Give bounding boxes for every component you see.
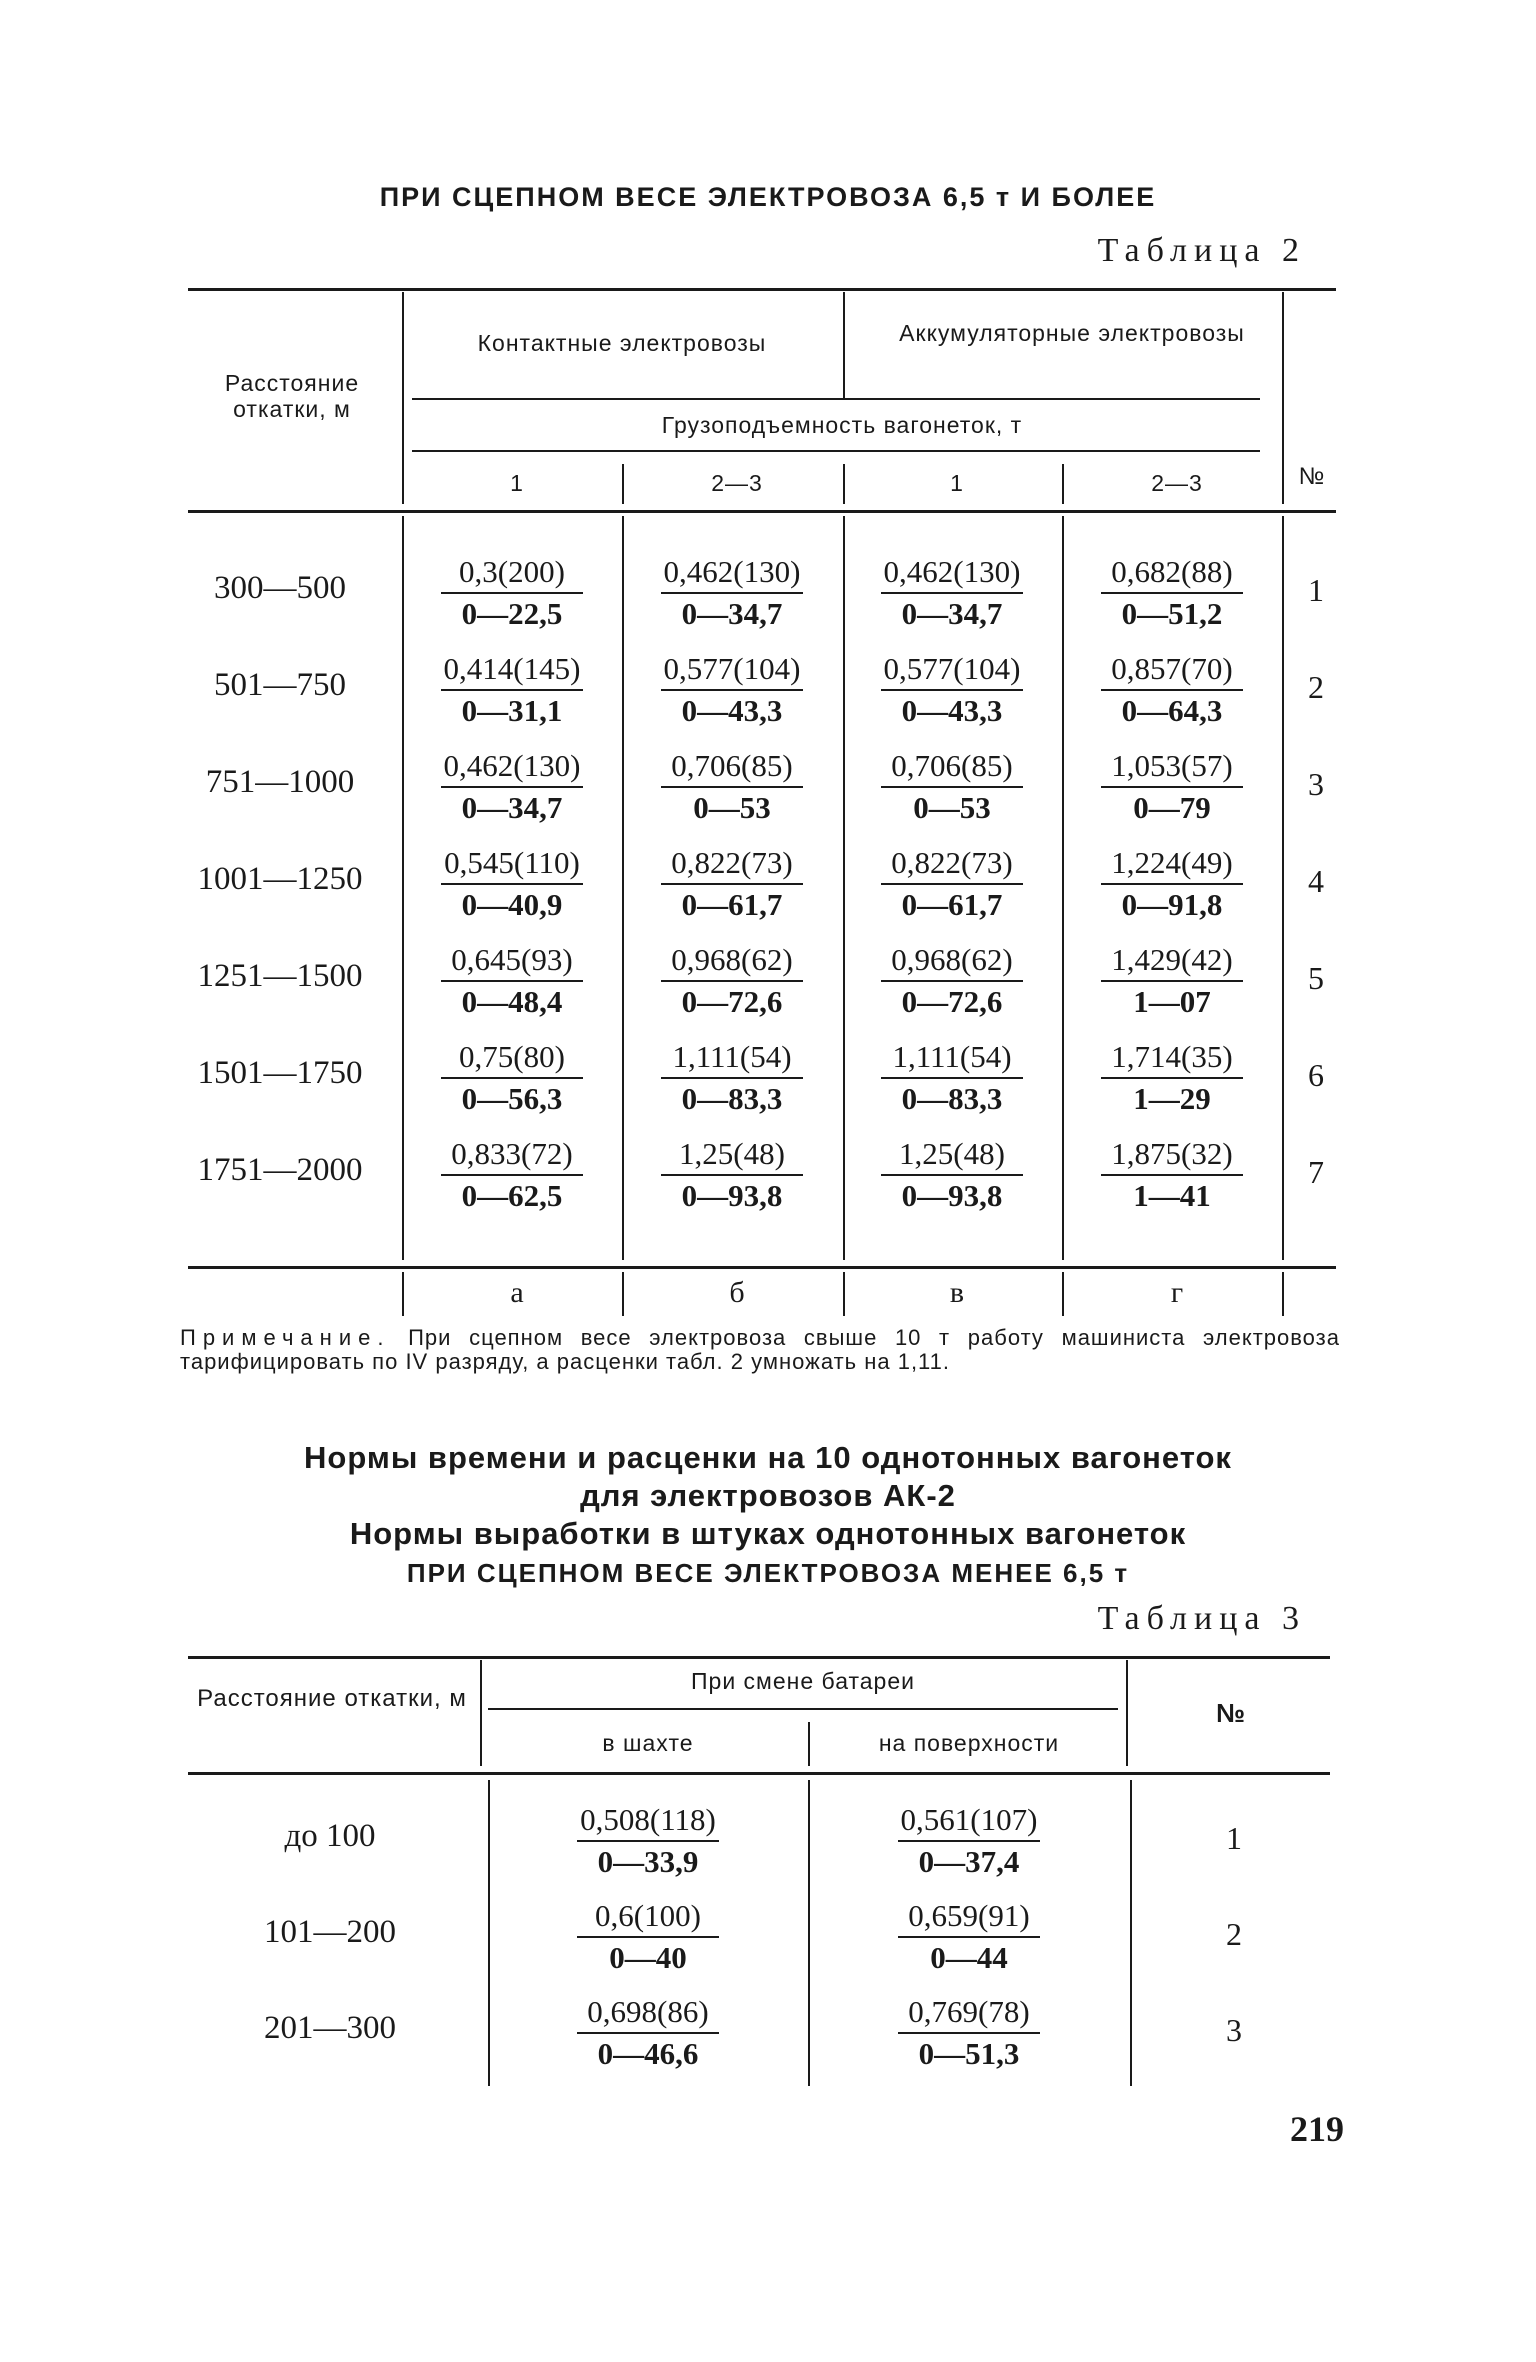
table3-top-rule [188, 1656, 1330, 1659]
rate-value: 0,682(88) [1111, 554, 1233, 589]
table2-rule [1062, 516, 1064, 1260]
rate-value: 0,822(73) [671, 845, 793, 880]
table2-note [180, 1326, 1340, 1374]
table2-rule [843, 464, 845, 504]
table2-cell [437, 940, 587, 1022]
table3-rule [488, 1780, 490, 2086]
time-value: 0—83,3 [881, 1077, 1023, 1119]
rate-value: 0,706(85) [671, 748, 793, 783]
rate-value: 1,25(48) [899, 1136, 1005, 1171]
table3-cell [573, 1992, 723, 2074]
table2-rule [1282, 292, 1284, 504]
time-value: 0—72,6 [661, 980, 803, 1022]
table2-bottom-rule [188, 1266, 1336, 1269]
table2-cell [657, 649, 807, 731]
time-value: 0—34,7 [441, 786, 583, 828]
rate-value: 1,111(54) [892, 1039, 1012, 1074]
time-value: 0—37,4 [898, 1840, 1040, 1882]
table3-row-number: 3 [1226, 2012, 1242, 2048]
rate-value: 1,053(57) [1111, 748, 1233, 783]
table2-rule [843, 1272, 845, 1316]
table2-footer-letter: в [949, 1276, 965, 1309]
table2-rule [402, 292, 404, 504]
time-value: 0—34,7 [881, 592, 1023, 634]
table3-rule [488, 1708, 1118, 1710]
rate-value: 0,698(86) [587, 1994, 709, 2029]
table2-row-number: 3 [1308, 766, 1324, 802]
time-value: 0—43,3 [661, 689, 803, 731]
rate-value: 0,462(130) [883, 554, 1021, 589]
table2-label: Таблица 2 [1097, 232, 1306, 269]
table2-header-rule [188, 510, 1336, 513]
time-value: 0—64,3 [1101, 689, 1243, 731]
table2-cell [1097, 746, 1247, 828]
heading2-line3: Нормы выработки в штуках однотонных вагонеток [349, 1516, 1187, 1551]
table2-cell [877, 940, 1027, 1022]
table2-cell [1097, 649, 1247, 731]
time-value: 0—43,3 [881, 689, 1023, 731]
table2-row-number: 5 [1308, 960, 1324, 996]
heading2-line1: Нормы времени и расценки на 10 однотонных вагонеток [304, 1440, 1232, 1475]
table3-cell [894, 1800, 1044, 1882]
table2-cell [877, 552, 1027, 634]
rate-value: 1,111(54) [672, 1039, 792, 1074]
time-value: 0—53 [881, 786, 1023, 828]
rate-value: 0,769(78) [908, 1994, 1030, 2029]
table2-col-distance: Расстояние откатки, м [224, 370, 360, 422]
table2-rule [412, 398, 1260, 400]
table2-row-distance: 1001—1250 [197, 861, 363, 897]
table3-rule [808, 1722, 810, 1766]
rate-value: 1,25(48) [679, 1136, 785, 1171]
time-value: 0—51,2 [1101, 592, 1243, 634]
rate-value: 0,968(62) [891, 942, 1013, 977]
rate-value: 1,429(42) [1111, 942, 1233, 977]
table2-cell [877, 1037, 1027, 1119]
table2-cell [657, 552, 807, 634]
table3-cell [894, 1992, 1044, 2074]
table3-label: Таблица 3 [1097, 1600, 1306, 1637]
table2-cell [877, 649, 1027, 731]
time-value: 0—61,7 [661, 883, 803, 925]
time-value: 0—93,8 [881, 1174, 1023, 1216]
table3-row-number: 1 [1226, 1820, 1242, 1856]
time-value: 1—41 [1101, 1174, 1243, 1216]
rate-value: 0,462(130) [443, 748, 581, 783]
time-value: 0—56,3 [441, 1077, 583, 1119]
table2-rule [402, 516, 404, 1260]
table2-footer-letter: б [729, 1276, 745, 1309]
table2-row-distance: 501—750 [214, 667, 346, 703]
note-text: При сцепном весе электровоза свыше 10 т работу машиниста электровоза тарифицировать по IV разряду, а расценки табл. 2 умножать на 1,11. [180, 1325, 1340, 1374]
rate-value: 1,224(49) [1111, 845, 1233, 880]
table2-cell [657, 843, 807, 925]
table2-cell [1097, 940, 1247, 1022]
time-value: 0—91,8 [1101, 883, 1243, 925]
table2-cell [877, 843, 1027, 925]
table2-col-number: № [1298, 463, 1326, 490]
table2-rule [412, 450, 1260, 452]
table3-cell [573, 1800, 723, 1882]
table2-row-number: 2 [1308, 669, 1324, 705]
rate-value: 1,875(32) [1111, 1136, 1233, 1171]
time-value: 1—07 [1101, 980, 1243, 1022]
table2-rule [402, 1272, 404, 1316]
rate-value: 0,6(100) [595, 1898, 701, 1933]
table3-row-distance: 201—300 [264, 2010, 396, 2046]
table3-rule [480, 1660, 482, 1766]
table2-row-distance: 1251—1500 [197, 958, 363, 994]
rate-value: 0,561(107) [900, 1802, 1038, 1837]
table2-rule [1282, 516, 1284, 1260]
time-value: 0—22,5 [441, 592, 583, 634]
time-value: 0—33,9 [577, 1840, 719, 1882]
table2-row-distance: 300—500 [214, 570, 346, 606]
table3-col-distance: Расстояние откатки, м [197, 1685, 467, 1712]
rate-value: 0,75(80) [459, 1039, 565, 1074]
time-value: 0—83,3 [661, 1077, 803, 1119]
rate-value: 0,577(104) [883, 651, 1021, 686]
time-value: 0—40 [577, 1936, 719, 1978]
table3-group: При смене батареи [691, 1668, 915, 1694]
rate-value: 0,645(93) [451, 942, 573, 977]
rate-value: 0,857(70) [1111, 651, 1233, 686]
time-value: 0—51,3 [898, 2032, 1040, 2074]
table2-rule [1062, 1272, 1064, 1316]
table2-rule [622, 1272, 624, 1316]
table2-rule [843, 292, 845, 398]
time-value: 0—61,7 [881, 883, 1023, 925]
table2-group-accum: Аккумуляторные электровозы [899, 320, 1245, 346]
rate-value: 0,414(145) [443, 651, 581, 686]
rate-value: 0,545(110) [444, 845, 580, 880]
table2-cell [437, 1134, 587, 1216]
table2-top-rule [188, 288, 1336, 291]
table2-row-number: 7 [1308, 1154, 1324, 1190]
table2-rule [622, 516, 624, 1260]
time-value: 1—29 [1101, 1077, 1243, 1119]
table2-row-number: 4 [1308, 863, 1324, 899]
table3-rule [808, 1780, 810, 2086]
rate-value: 0,3(200) [459, 554, 565, 589]
table2-rule [1282, 1272, 1284, 1316]
page-number: 219 [1290, 2109, 1344, 2149]
table3-rule [1130, 1780, 1132, 2086]
table3-sub1: в шахте [602, 1730, 694, 1756]
table2-cell [437, 649, 587, 731]
table2-cell [877, 1134, 1027, 1216]
time-value: 0—34,7 [661, 592, 803, 634]
table2-group-contact: Контактные электровозы [477, 330, 767, 356]
table3-col-number: № [1216, 1698, 1246, 1728]
table2-footer-letter: а [510, 1276, 524, 1309]
table2-cell [437, 746, 587, 828]
table2-cell [657, 746, 807, 828]
table2-cap: 2—3 [711, 470, 763, 496]
table2-cell [1097, 843, 1247, 925]
rate-value: 0,822(73) [891, 845, 1013, 880]
rate-value: 0,508(118) [580, 1802, 716, 1837]
time-value: 0—93,8 [661, 1174, 803, 1216]
table2-cell [1097, 1037, 1247, 1119]
heading2-line4: ПРИ СЦЕПНОМ ВЕСЕ ЭЛЕКТРОВОЗА МЕНЕЕ 6,5 т [406, 1558, 1130, 1588]
time-value: 0—40,9 [441, 883, 583, 925]
time-value: 0—44 [898, 1936, 1040, 1978]
table2-cell [877, 746, 1027, 828]
time-value: 0—79 [1101, 786, 1243, 828]
time-value: 0—46,6 [577, 2032, 719, 2074]
table2-cell [657, 1134, 807, 1216]
table2-cell [437, 843, 587, 925]
rate-value: 1,714(35) [1111, 1039, 1233, 1074]
time-value: 0—53 [661, 786, 803, 828]
rate-value: 0,968(62) [671, 942, 793, 977]
rate-value: 0,577(104) [663, 651, 801, 686]
table2-rule [843, 516, 845, 1260]
rate-value: 0,706(85) [891, 748, 1013, 783]
table3-row-distance: 101—200 [264, 1914, 396, 1950]
rate-value: 0,659(91) [908, 1898, 1030, 1933]
table2-cap: 2—3 [1151, 470, 1203, 496]
time-value: 0—31,1 [441, 689, 583, 731]
section-heading: ПРИ СЦЕПНОМ ВЕСЕ ЭЛЕКТРОВОЗА 6,5 т И БОЛЕЕ [379, 182, 1157, 212]
time-value: 0—62,5 [441, 1174, 583, 1216]
table2-cell [657, 1037, 807, 1119]
table2-cell [437, 1037, 587, 1119]
table3-row-distance: до 100 [284, 1818, 376, 1854]
rate-value: 0,833(72) [451, 1136, 573, 1171]
table2-rule [1062, 464, 1064, 504]
rate-value: 0,462(130) [663, 554, 801, 589]
table2-cap: 1 [510, 470, 524, 496]
table2-cell [1097, 1134, 1247, 1216]
table2-cell [657, 940, 807, 1022]
table2-row-number: 6 [1308, 1057, 1324, 1093]
table3-cell [894, 1896, 1044, 1978]
table2-row-distance: 1501—1750 [197, 1055, 363, 1091]
table2-footer-letter: г [1170, 1276, 1184, 1309]
table2-cap: 1 [950, 470, 964, 496]
note-label: Примечание. [180, 1325, 391, 1350]
time-value: 0—48,4 [441, 980, 583, 1022]
table3-rule [1126, 1660, 1128, 1766]
time-value: 0—72,6 [881, 980, 1023, 1022]
table2-cell [437, 552, 587, 634]
table2-row-distance: 751—1000 [205, 764, 355, 800]
table2-row-distance: 1751—2000 [197, 1152, 363, 1188]
table2-row-number: 1 [1308, 572, 1324, 608]
table2-rule [622, 464, 624, 504]
table3-header-rule [188, 1772, 1330, 1775]
heading2-line2: для электровозов АК-2 [580, 1478, 956, 1513]
table2-cell [1097, 552, 1247, 634]
table3-sub2: на поверхности [878, 1730, 1060, 1756]
table3-row-number: 2 [1226, 1916, 1242, 1952]
table3-cell [573, 1896, 723, 1978]
table2-subheader: Грузоподъемность вагонеток, т [661, 412, 1023, 438]
